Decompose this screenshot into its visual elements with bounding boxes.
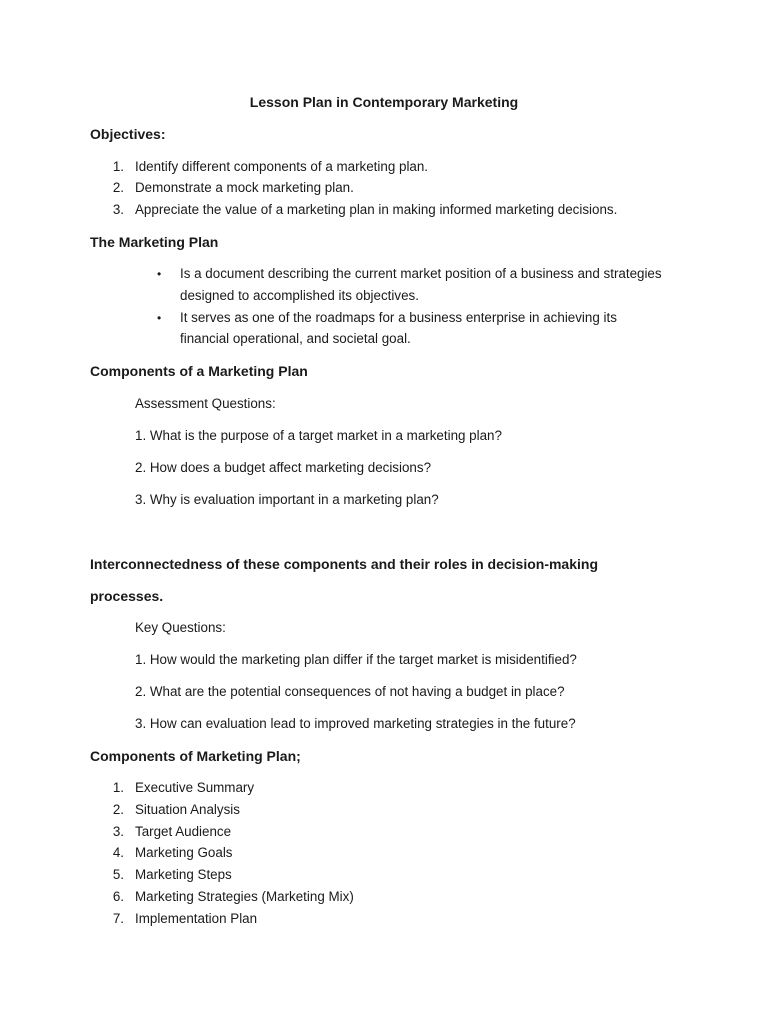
component-item: Implementation Plan <box>135 911 258 926</box>
component-number: 5. <box>112 867 124 882</box>
interconnectedness-heading: Interconnectedness of these components and their roles in decision-making <box>90 556 598 572</box>
component-item: Marketing Steps <box>135 867 232 882</box>
component-item: Target Audience <box>135 824 232 839</box>
bullet-icon: • <box>157 311 162 325</box>
objective-number: 2. <box>112 180 124 195</box>
document-title: Lesson Plan in Contemporary Marketing <box>249 94 519 110</box>
objective-item: Identify different components of a marketing plan. <box>135 159 429 174</box>
bullet-item-line: Is a document describing the current market position of a business and strategies <box>180 266 662 281</box>
assessment-question: 2. How does a budget affect marketing decisions? <box>135 460 432 475</box>
bullet-item-line: designed to accomplished its objectives. <box>180 288 419 303</box>
component-number: 6. <box>112 889 124 904</box>
component-number: 7. <box>112 911 124 926</box>
bullet-item-line: It serves as one of the roadmaps for a business enterprise in achieving its <box>180 310 617 325</box>
components-heading: Components of a Marketing Plan <box>90 363 308 379</box>
key-questions-label: Key Questions: <box>135 620 226 635</box>
marketing-plan-heading: The Marketing Plan <box>90 234 219 250</box>
objective-item: Appreciate the value of a marketing plan in making informed marketing decisions. <box>135 202 618 217</box>
objective-item: Demonstrate a mock marketing plan. <box>135 180 354 195</box>
component-item: Executive Summary <box>135 780 255 795</box>
component-number: 4. <box>112 845 124 860</box>
objective-number: 1. <box>112 159 124 174</box>
assessment-questions-label: Assessment Questions: <box>135 396 276 411</box>
objectives-heading: Objectives: <box>90 126 166 142</box>
bullet-icon: • <box>157 267 162 281</box>
component-number: 1. <box>112 780 124 795</box>
component-item: Marketing Goals <box>135 845 233 860</box>
component-number: 2. <box>112 802 124 817</box>
key-question: 1. How would the marketing plan differ if the target market is misidentified? <box>135 652 577 667</box>
bullet-item-line: financial operational, and societal goal. <box>180 331 411 346</box>
component-item: Situation Analysis <box>135 802 240 817</box>
key-question: 2. What are the potential consequences of not having a budget in place? <box>135 684 565 699</box>
assessment-question: 3. Why is evaluation important in a marketing plan? <box>135 492 439 507</box>
objective-number: 3. <box>112 202 124 217</box>
components-list-heading: Components of Marketing Plan; <box>90 748 301 764</box>
component-item: Marketing Strategies (Marketing Mix) <box>135 889 354 904</box>
assessment-question: 1. What is the purpose of a target market in a marketing plan? <box>135 428 502 443</box>
component-number: 3. <box>112 824 124 839</box>
key-question: 3. How can evaluation lead to improved marketing strategies in the future? <box>135 716 576 731</box>
interconnectedness-heading-cont: processes. <box>90 588 164 604</box>
